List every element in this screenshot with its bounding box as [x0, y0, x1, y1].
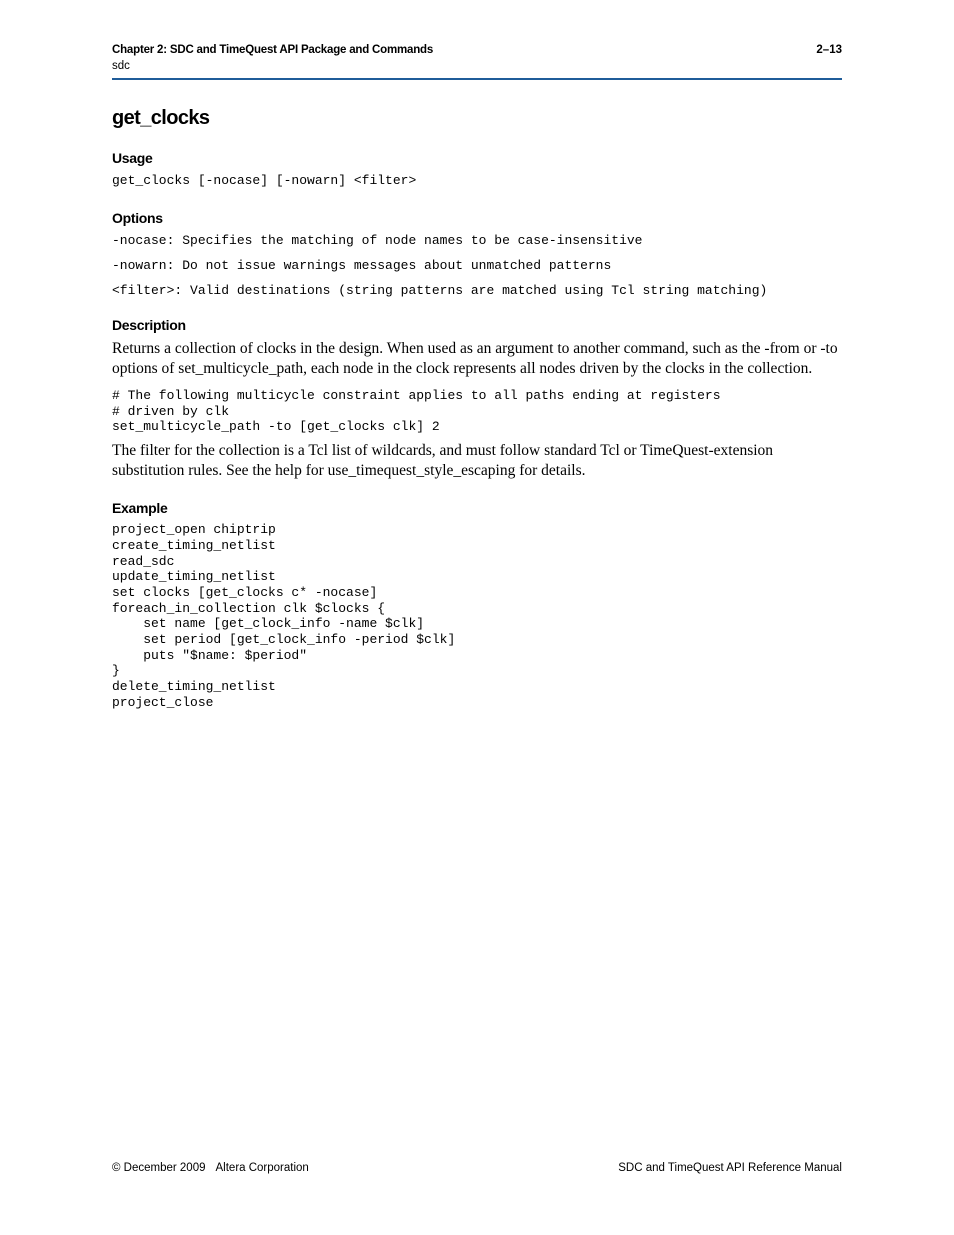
main-content — [112, 100, 842, 711]
description-code-example: # The following multicycle constraint applies to all paths ending at registers # driven by clk set_multicycle_path -to [get_clocks clk] 2 — [112, 388, 721, 435]
company-name: Altera Corporation — [215, 1162, 309, 1174]
option-item-nowarn: -nowarn: Do not issue warnings messages about unmatched patterns — [112, 258, 612, 273]
option-item-nocase: -nocase: Specifies the matching of node names to be case-insensitive — [112, 233, 643, 248]
description-paragraph: Returns a collection of clocks in the design. When used as an argument to another command, such as the -from or -to options of set_multicycle_path, each node in the clock represents all nodes driven by the clocks in the collection. — [112, 340, 838, 377]
example-heading: Example — [112, 500, 168, 517]
page-header — [112, 42, 842, 80]
section-label: sdc — [112, 60, 130, 72]
page-number: 2–13 — [816, 44, 842, 56]
manual-title: SDC and TimeQuest API Reference Manual — [618, 1162, 842, 1174]
option-item-filter: <filter>: Valid destinations (string patterns are matched using Tcl string matching) — [112, 283, 768, 298]
footer-left — [112, 1162, 309, 1174]
example-code: project_open chiptrip create_timing_netlist read_sdc update_timing_netlist set clocks [get_clocks c* -nocase] foreach_in_collection clk $clocks { set name [get_clock_info -name $clk] set period [get_clock_info -period $clk] puts "$name: $period" } delete_timing_netlist project_close — [112, 522, 456, 710]
description-heading: Description — [112, 317, 186, 333]
command-title: get_clocks — [112, 107, 210, 129]
copyright-date: © December 2009 — [112, 1162, 206, 1174]
usage-syntax: get_clocks [-nocase] [-nowarn] <filter> — [112, 173, 417, 188]
chapter-title: Chapter 2: SDC and TimeQuest API Package and Commands — [112, 44, 434, 56]
filter-paragraph: The filter for the collection is a Tcl list of wildcards, and must follow standard Tcl or TimeQuest-extension substitution rules. See the help for use_timequest_style_escaping for details. — [112, 442, 774, 479]
options-heading: Options — [112, 210, 163, 226]
usage-heading: Usage — [112, 150, 153, 166]
